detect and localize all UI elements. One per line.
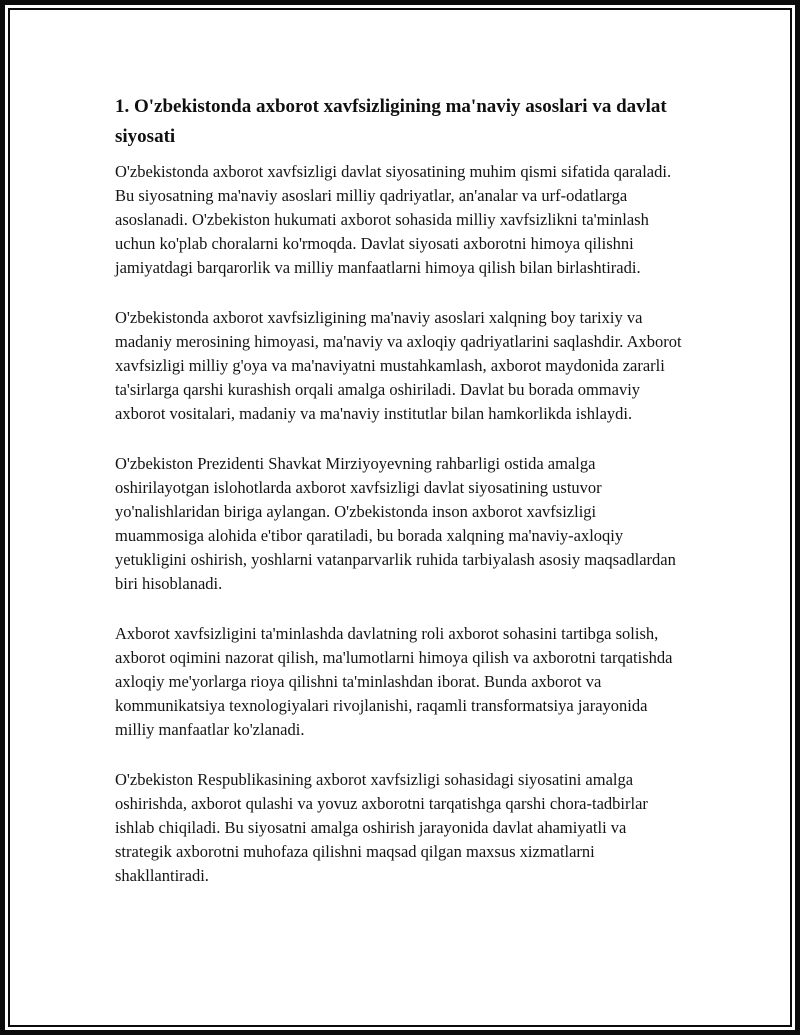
paragraph-4: Axborot xavfsizligini ta'minlashda davlatning roli axborot sohasini tartibga solish, axborot oqimini nazorat qilish, ma'lumotlarni himoya qilish va axborotni tarqatishda axloqiy me'yorlarga rioya qilishni ta'minlashdan iborat. Bunda axborot va kommunikatsiya texnologiyalari rivojlanishi, raqamli transformatsiya jarayonida milliy manfaatlar ko'zlanadi. [115, 624, 673, 739]
document-body [10, 10, 790, 888]
paragraph-2: O'zbekistonda axborot xavfsizligining ma'naviy asoslari xalqning boy tarixiy va madaniy merosining himoyasi, ma'naviy va axloqiy qadriyatlarini saqlashdir. Axborot xavfsizligi milliy g'oya va ma'naviyatni mustahkamlash, axborot maydonida zararli ta'sirlarga qarshi kurashish orqali amalga oshiriladi. Davlat bu borada ommaviy axborot vositalari, madaniy va ma'naviy institutlar bilan hamkorlikda ishlaydi. [115, 308, 682, 423]
page-inner-border [8, 8, 792, 1027]
document-heading: 1. O'zbekistonda axborot xavfsizligining ma'naviy asoslari va davlat siyosati [115, 96, 667, 147]
paragraph-5: O'zbekiston Respublikasining axborot xavfsizligi sohasidagi siyosatini amalga oshirishda, axborot qulashi va yovuz axborotni tarqatishga qarshi chora-tadbirlar ishlab chiqiladi. Bu siyosatni amalga oshirish jarayonida davlat ahamiyatli va strategik axborotni muhofaza qilishni maqsad qilgan maxsus xizmatlarni shakllantiradi. [115, 770, 648, 885]
paragraph-1: O'zbekistonda axborot xavfsizligi davlat siyosatining muhim qismi sifatida qaraladi. Bu siyosatning ma'naviy asoslari milliy qadriyatlar, an'analar va urf-odatlarga asoslanadi. O'zbekiston hukumati axborot sohasida milliy xavfsizlikni ta'minlash uchun ko'plab choralarni ko'rmoqda. Davlat siyosati axborotni himoya qilishni jamiyatdagi barqarorlik va milliy manfaatlarni himoya qilish bilan birlashtiradi. [115, 162, 672, 277]
paragraph-3: O'zbekiston Prezidenti Shavkat Mirziyoyevning rahbarligi ostida amalga oshirilayotgan islohotlarda axborot xavfsizligi davlat siyosatining ustuvor yo'nalishlaridan biriga aylangan. O'zbekistonda inson axborot xavfsizligi muammosiga alohida e'tibor qaratiladi, bu borada xalqning ma'naviy-axloqiy yetukligini oshirish, yoshlarni vatanparvarlik ruhida tarbiyalash asosiy maqsadlardan biri hisoblanadi. [115, 454, 676, 593]
